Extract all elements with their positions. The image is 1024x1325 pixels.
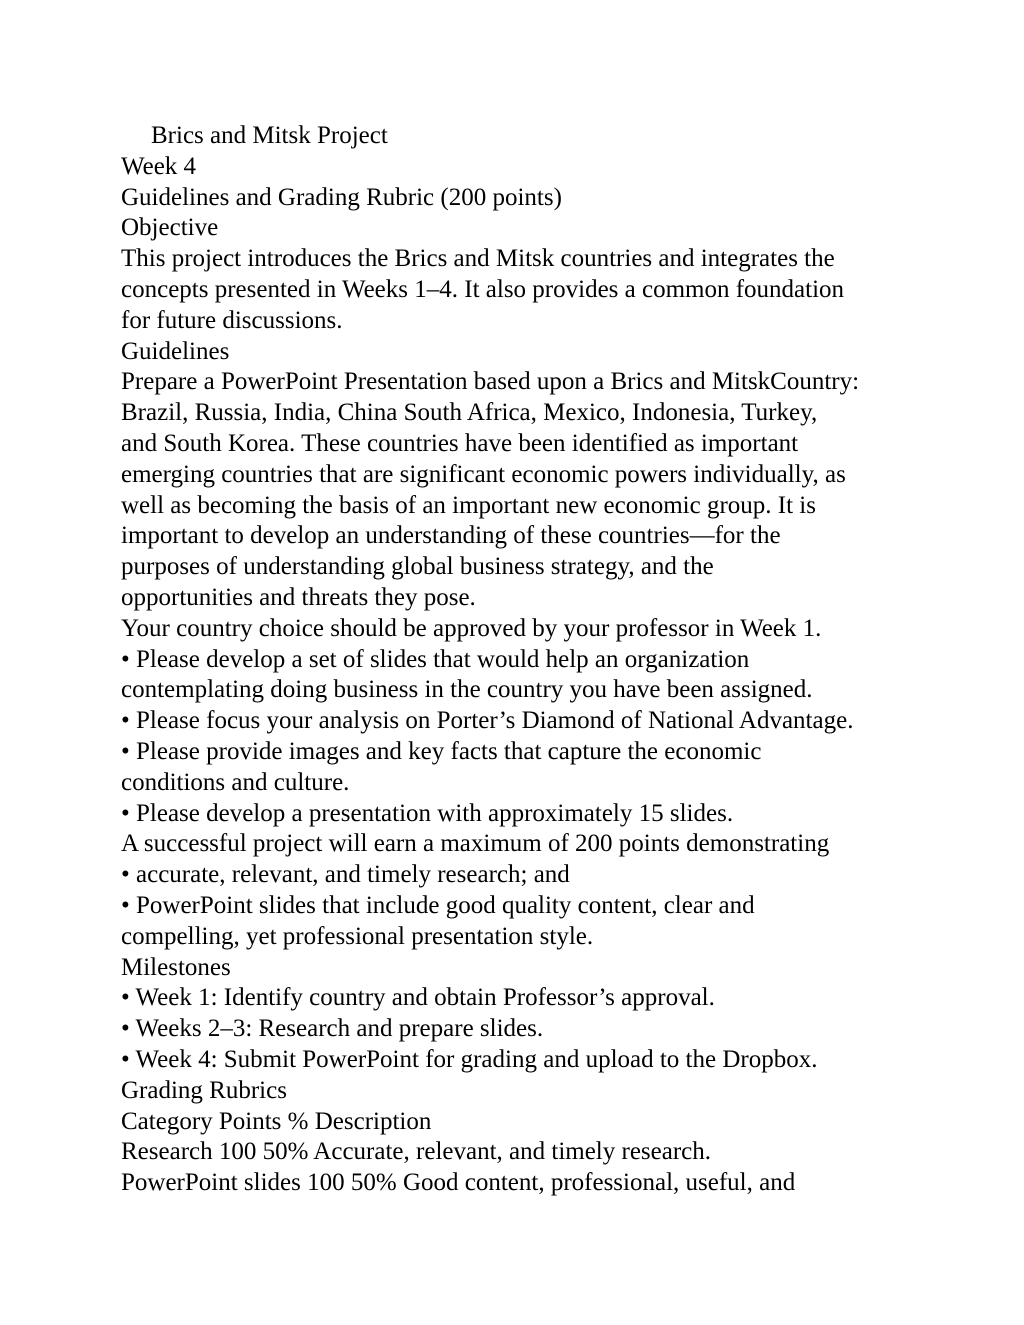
document-subtitle: Guidelines and Grading Rubric (200 points) bbox=[121, 183, 562, 211]
milestone-item: • Week 1: Identify country and obtain Professor’s approval. bbox=[121, 984, 715, 1012]
guidelines-line: Prepare a PowerPoint Presentation based upon a Brics and MitskCountry: bbox=[121, 368, 860, 396]
guidelines-line: and South Korea. These countries have been identified as important bbox=[121, 429, 799, 457]
guidelines-line: Your country choice should be approved by your professor in Week 1. bbox=[121, 614, 822, 642]
objective-line: This project introduces the Brics and Mitsk countries and integrates the bbox=[121, 245, 835, 273]
milestone-item: • Week 4: Submit PowerPoint for grading and upload to the Dropbox. bbox=[121, 1045, 818, 1073]
guidelines-line: purposes of understanding global business strategy, and the bbox=[121, 553, 714, 581]
milestones-heading: Milestones bbox=[121, 953, 231, 981]
document-title: Brics and Mitsk Project bbox=[151, 122, 388, 149]
guidelines-bullet: • accurate, relevant, and timely research; and bbox=[121, 861, 570, 889]
guidelines-bullet: • Please develop a set of slides that would help an organization bbox=[121, 645, 750, 673]
objective-line: concepts presented in Weeks 1–4. It also provides a common foundation bbox=[121, 275, 845, 303]
week-label: Week 4 bbox=[121, 152, 197, 180]
guidelines-bullet: • Please provide images and key facts that capture the economic bbox=[121, 737, 762, 765]
guidelines-line: important to develop an understanding of these countries—for the bbox=[121, 522, 781, 550]
grading-heading: Grading Rubrics bbox=[121, 1076, 287, 1104]
grading-header-row: Category Points % Description bbox=[121, 1107, 432, 1135]
guidelines-line: well as becoming the basis of an important new economic group. It is bbox=[121, 491, 816, 519]
guidelines-line: emerging countries that are significant economic powers individually, as bbox=[121, 460, 846, 488]
guidelines-line: compelling, yet professional presentation style. bbox=[121, 922, 594, 950]
guidelines-bullet: • Please focus your analysis on Porter’s Diamond of National Advantage. bbox=[121, 707, 854, 735]
guidelines-line: contemplating doing business in the country you have been assigned. bbox=[121, 676, 813, 704]
grading-row: PowerPoint slides 100 50% Good content, professional, useful, and bbox=[121, 1169, 796, 1197]
guidelines-line: A successful project will earn a maximum of 200 points demonstrating bbox=[121, 830, 830, 858]
guidelines-line: opportunities and threats they pose. bbox=[121, 583, 476, 611]
milestone-item: • Weeks 2–3: Research and prepare slides. bbox=[121, 1015, 544, 1043]
guidelines-line: Brazil, Russia, India, China South Africa, Mexico, Indonesia, Turkey, bbox=[121, 399, 818, 427]
objective-heading: Objective bbox=[121, 214, 219, 242]
document-body bbox=[121, 121, 981, 1199]
guidelines-heading: Guidelines bbox=[121, 337, 230, 365]
guidelines-bullet: • PowerPoint slides that include good quality content, clear and bbox=[121, 891, 755, 919]
guidelines-bullet: • Please develop a presentation with approximately 15 slides. bbox=[121, 799, 734, 827]
guidelines-line: conditions and culture. bbox=[121, 768, 350, 796]
objective-line: for future discussions. bbox=[121, 306, 343, 334]
grading-row: Research 100 50% Accurate, relevant, and timely research. bbox=[121, 1138, 712, 1166]
